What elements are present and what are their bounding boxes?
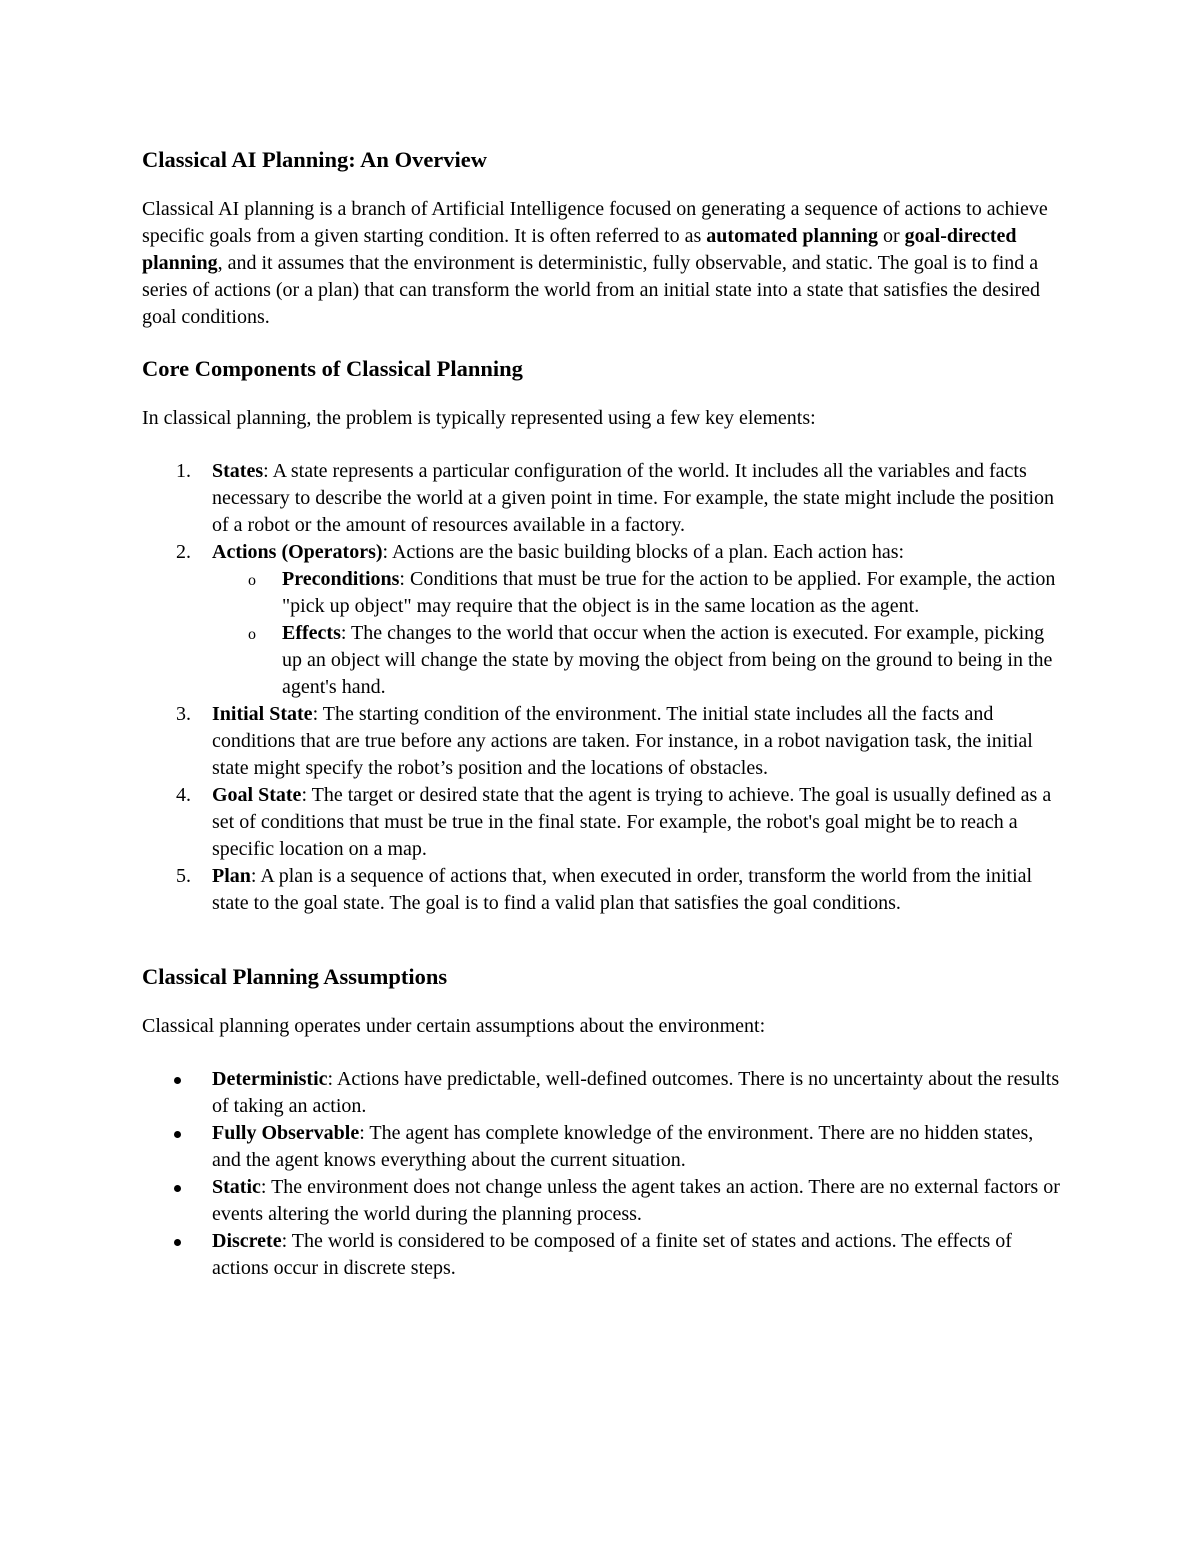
item-term: Effects [282,622,341,644]
list-item-states [142,458,1060,539]
spacer [142,917,1060,941]
page-title: Classical AI Planning: An Overview [142,147,488,172]
list-item-plan [142,863,1060,917]
item-text: : The environment does not change unless the agent takes an action. There are no external factors or events altering the world during the planning process. [212,1176,1060,1225]
item-text: : The target or desired state that the agent is trying to achieve. The goal is usually defined as a set of conditions that must be true in the final state. For example, the robot's goal might be to reach a specific location on a map. [212,784,1052,860]
core-components-lead: In classical planning, the problem is typically represented using a few key elements: [142,407,816,429]
bullet-dot-icon [174,1239,181,1246]
item-term: States [212,460,264,482]
item-text: : Conditions that must be true for the action to be applied. For example, the action "pick up object" may require that the object is in the same location as the agent. [282,568,1056,617]
item-term: Actions (Operators) [212,541,383,563]
assumptions-list [142,1066,1060,1282]
item-text: : The starting condition of the environment. The initial state includes all the facts and conditions that are true before any actions are taken. For instance, in a robot navigation task, the initial state might specify the robot’s position and the locations of obstacles. [212,703,1033,779]
list-number: 5. [176,865,191,887]
bullet-item-static [142,1174,1060,1228]
list-number: 3. [176,703,191,725]
list-item-initial-state [142,701,1060,782]
core-components-list [142,458,1060,917]
core-components-heading: Core Components of Classical Planning [142,356,523,381]
item-term: Discrete [212,1230,282,1252]
assumptions-lead: Classical planning operates under certain assumptions about the environment: [142,1015,766,1037]
intro-term-goal-directed-planning: goal-directed planning [142,225,1017,274]
item-term: Preconditions [282,568,400,590]
item-text: : Actions have predictable, well-defined outcomes. There is no uncertainty about the results of taking an action. [212,1068,1060,1117]
intro-text-1: Classical AI planning is a branch of Artificial Intelligence focused on generating a sequence of actions to achieve specific goals from a given starting condition. It is often referred to as [142,198,1048,247]
circle-bullet-icon: o [248,626,256,643]
item-term: Goal State [212,784,302,806]
item-text: : The agent has complete knowledge of the environment. There are no hidden states, and the agent knows everything about the current situation. [212,1122,1034,1171]
circle-bullet-icon: o [248,572,256,589]
actions-sublist [212,566,1060,701]
item-term: Plan [212,865,251,887]
list-item-actions [142,539,1060,701]
list-number: 4. [176,784,191,806]
list-item-goal-state [142,782,1060,863]
item-text: : A state represents a particular configuration of the world. It includes all the variables and facts necessary to describe the world at a given point in time. For example, the state might include the position of a robot or the amount of resources available in a factory. [212,460,1055,536]
item-text: : The world is considered to be composed of a finite set of states and actions. The effects of actions occur in discrete steps. [212,1230,1012,1279]
item-term: Initial State [212,703,313,725]
bullet-dot-icon [174,1185,181,1192]
intro-text-2: or [878,225,905,247]
intro-text-3: , and it assumes that the environment is deterministic, fully observable, and static. The goal is to find a series of actions (or a plan) that can transform the world from an initial state into a state that satisfies the desired goal conditions. [142,252,1041,328]
list-number: 2. [176,541,191,563]
sublist-item-effects [212,620,1060,701]
item-text: : The changes to the world that occur when the action is executed. For example, picking up an object will change the state by moving the object from being on the ground to being in the agent's hand. [282,622,1053,698]
bullet-item-fully-observable [142,1120,1060,1174]
intro-paragraph [142,196,1060,331]
item-term: Fully Observable [212,1122,360,1144]
item-text: : A plan is a sequence of actions that, when executed in order, transform the world from the initial state to the goal state. The goal is to find a valid plan that satisfies the goal conditions. [212,865,1033,914]
intro-term-automated-planning: automated planning [706,225,878,247]
bullet-dot-icon [174,1077,181,1084]
bullet-item-discrete [142,1228,1060,1282]
item-term: Deterministic [212,1068,328,1090]
sublist-item-preconditions [212,566,1060,620]
item-text: : Actions are the basic building blocks of a plan. Each action has: [382,541,905,563]
list-number: 1. [176,460,191,482]
assumptions-heading: Classical Planning Assumptions [142,964,448,989]
item-term: Static [212,1176,261,1198]
bullet-item-deterministic [142,1066,1060,1120]
bullet-dot-icon [174,1131,181,1138]
